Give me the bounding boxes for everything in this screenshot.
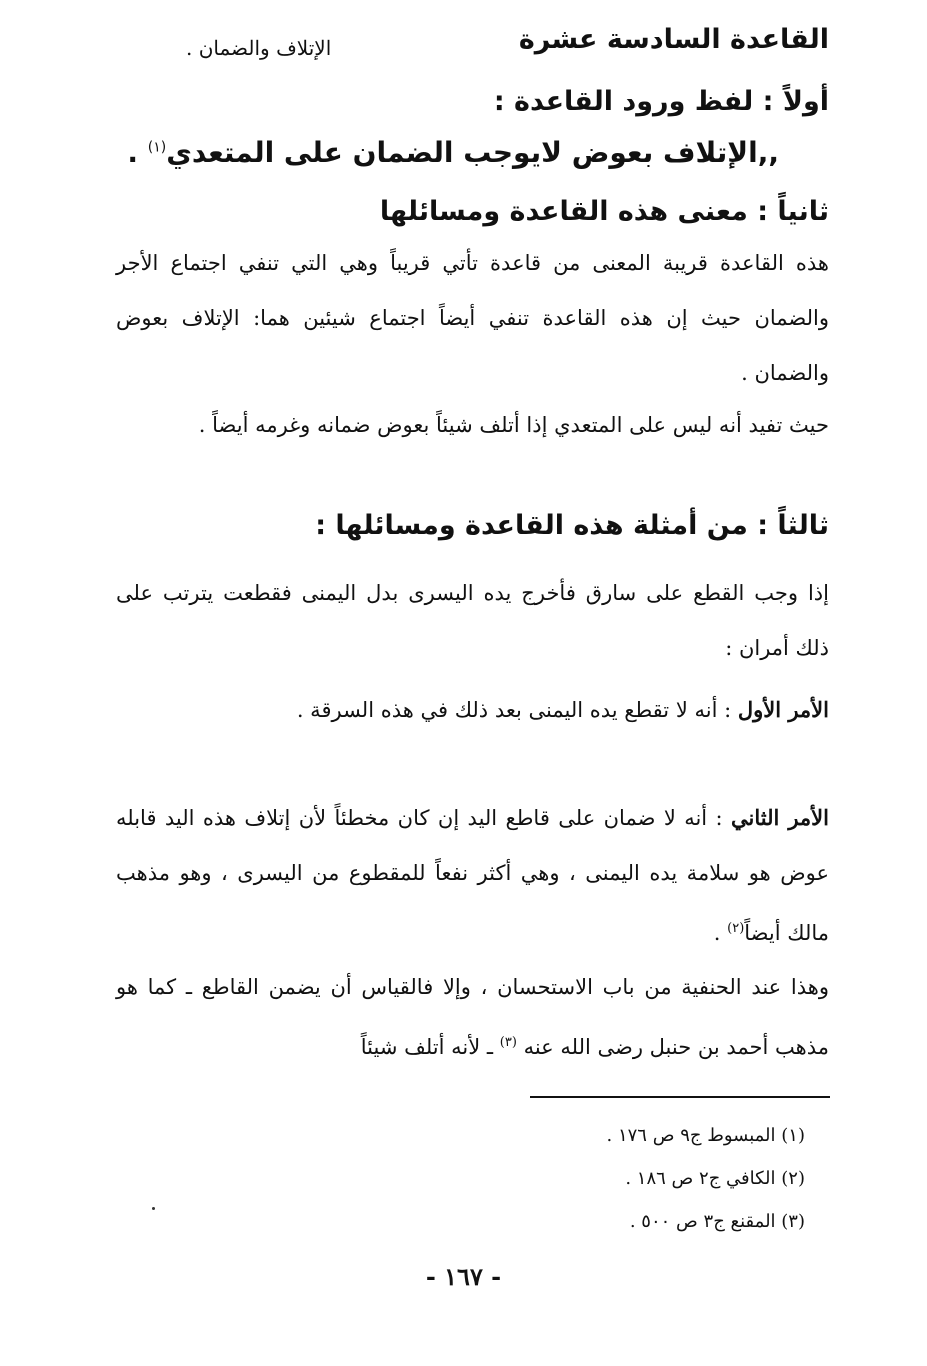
- paragraph-first-matter: [116, 682, 829, 738]
- rule-statement: [127, 136, 779, 169]
- paragraph-second-matter: [116, 790, 829, 961]
- paragraph-meaning-2: حيث تفيد أنه ليس على المتعدي إذا أتلف شيئاً بعوض ضمانه وغرمه أيضاً .: [198, 413, 829, 437]
- footnote-item: (٣) المقنع ج٣ ص ٥٠٠ .: [629, 1211, 805, 1232]
- rule-statement-end: .: [127, 136, 148, 169]
- paragraph-meaning-1: هذه القاعدة قريبة المعنى من قاعدة تأتي قريباً وهي التي تنفي اجتماع الأجر والضمان حيث إن هذه القاعدة تنفي أيضاً اجتماع شيئين هما: الإتلاف بعوض والضمان .: [116, 251, 829, 385]
- paragraph-hanafi: [116, 960, 829, 1075]
- footnote-ref-2: (٢): [727, 921, 745, 936]
- paragraph-example-intro: إذا وجب القطع على سارق فأخرج يده اليسرى بدل اليمنى فقطعت يترتب على ذلك أمران :: [116, 581, 829, 660]
- footnote-ref-1: (١): [147, 139, 167, 156]
- second-matter-text: : أنه لا ضمان على قاطع اليد إن كان مخطئاً لأن إتلاف هذه اليد قابله عوض هو سلامة يده اليمنى ، وهي أكثر نفعاً للمقطوع من اليسرى ، وهو مذهب مالك أيضاً: [116, 806, 829, 945]
- rule-statement-text: ,,الإتلاف بعوض لايوجب الضمان على المتعدي: [166, 136, 779, 169]
- hanafi-text-a: وهذا عند الحنفية من باب الاستحسان ، وإلا فالقياس أن يضمن القاطع ـ كما هو مذهب أحمد بن حنبل رضى الله عنه: [116, 975, 829, 1059]
- footnote-divider: [530, 1096, 830, 1098]
- hanafi-text-b: ـ لأنه أتلف شيئاً: [360, 1035, 500, 1059]
- second-matter-label: الأمر الثاني: [731, 805, 829, 830]
- section-heading-3: ثالثاً : من أمثلة هذه القاعدة ومسائلها :: [315, 510, 829, 541]
- footnote-item: (٢) الكافي ج٢ ص ١٨٦ .: [625, 1168, 805, 1189]
- footnote-item: (١) المبسوط ج٩ ص ١٧٦ .: [606, 1125, 805, 1146]
- section-heading-2: ثانياً : معنى هذه القاعدة ومسائلها: [379, 196, 829, 227]
- footnote-list: [607, 1114, 805, 1243]
- rule-title: القاعدة السادسة عشرة: [518, 24, 829, 55]
- first-matter-label: الأمر الأول: [737, 697, 829, 722]
- second-matter-end: .: [713, 921, 728, 945]
- footnote-ref-3: (٣): [499, 1035, 517, 1050]
- rule-topic: الإتلاف والضمان .: [186, 36, 332, 60]
- scan-speck: [152, 1207, 155, 1210]
- first-matter-text: : أنه لا تقطع يده اليمنى بعد ذلك في هذه السرقة .: [296, 698, 738, 722]
- section-heading-1: أولاً : لفظ ورود القاعدة :: [493, 86, 829, 117]
- page-number: - ١٦٧ -: [425, 1262, 502, 1291]
